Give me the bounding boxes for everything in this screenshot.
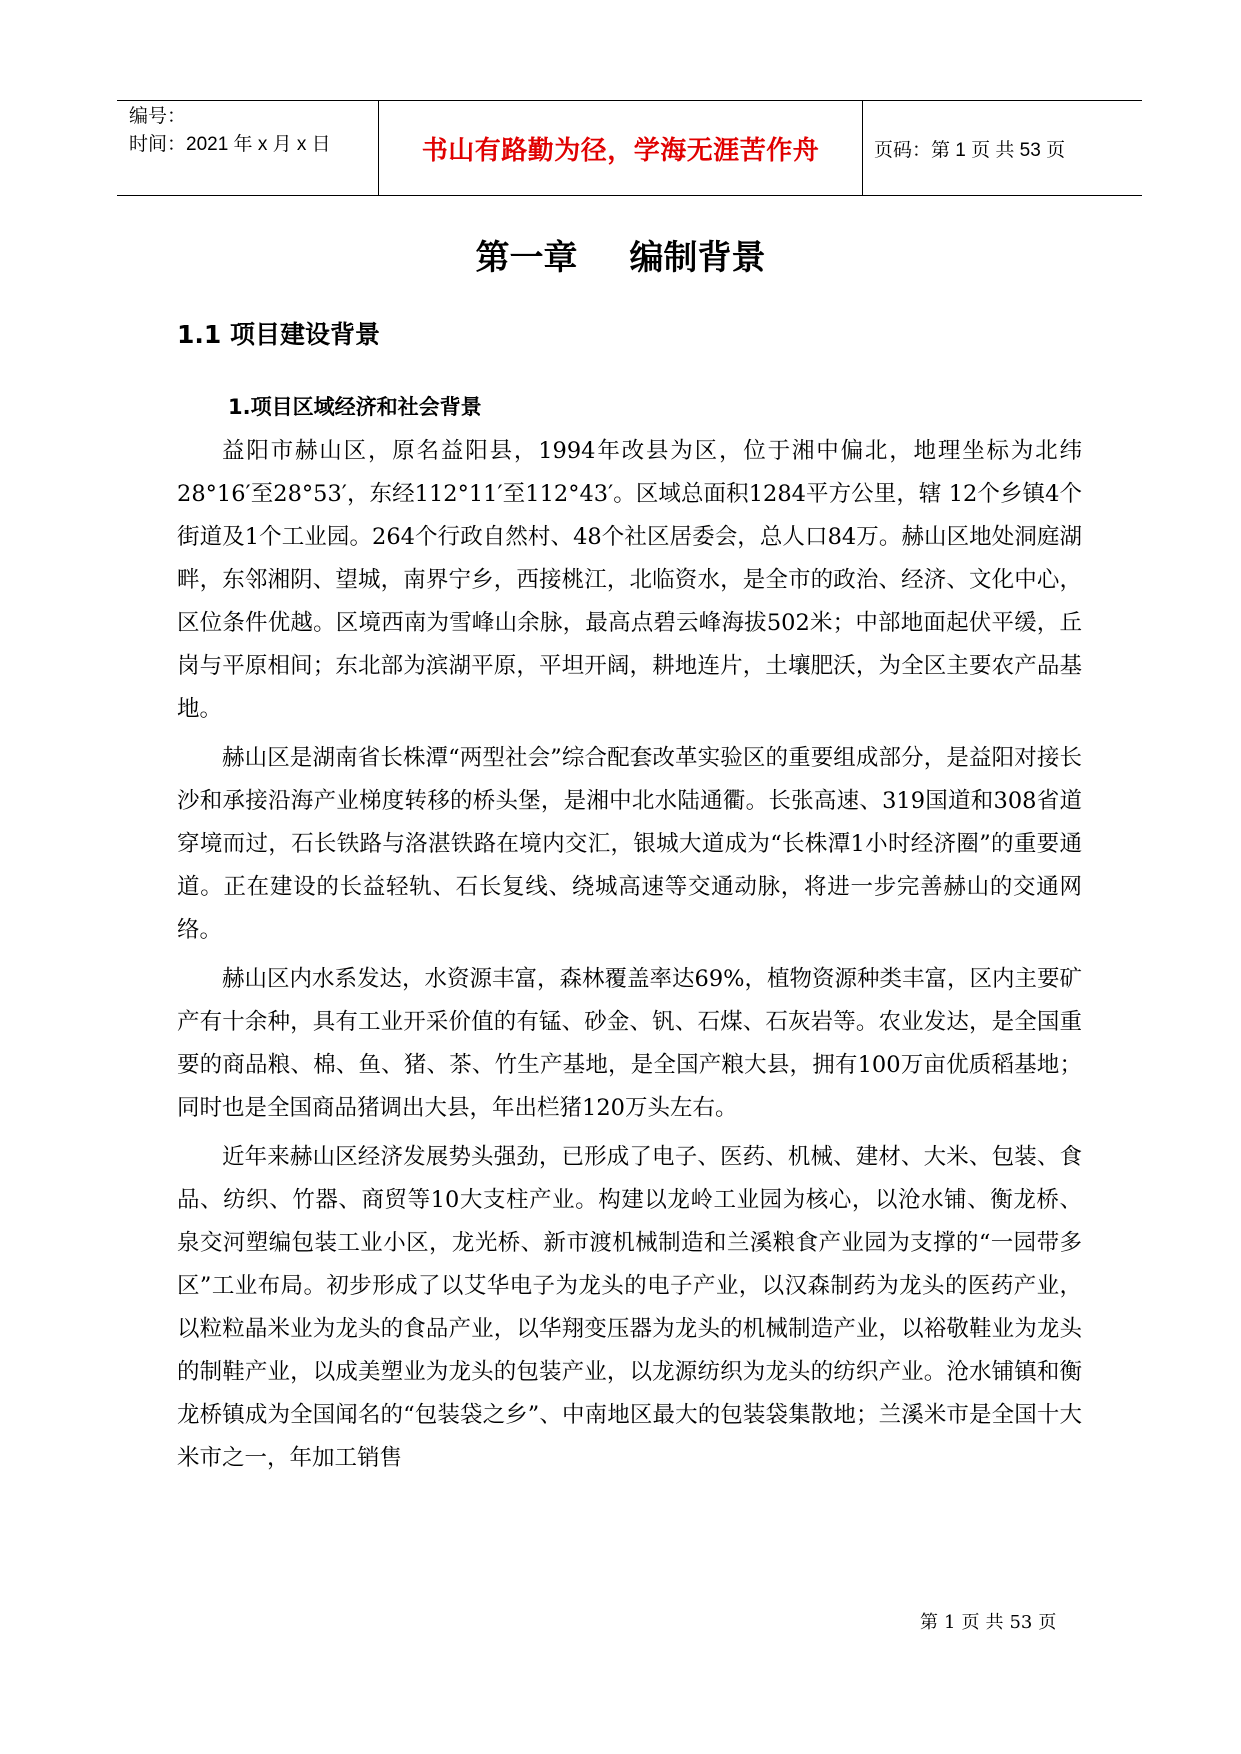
footer-word: 第 bbox=[920, 1612, 938, 1633]
header-motto: 书山有路勤为径，学海无涯苦作舟 bbox=[421, 135, 820, 165]
footer-page-number: 1 bbox=[944, 1612, 956, 1633]
chapter-title bbox=[0, 230, 1241, 279]
page-footer bbox=[920, 1608, 1062, 1634]
footer-word: 页 bbox=[961, 1612, 980, 1633]
body-text bbox=[177, 430, 1082, 1486]
footer-total-pages: 53 bbox=[1009, 1612, 1033, 1633]
subsection-title: 1.项目区域经济和社会背景 bbox=[228, 395, 482, 419]
header-meta-cell bbox=[117, 101, 377, 195]
footer-word: 页 bbox=[1038, 1612, 1057, 1633]
header-page-info: 页码：第 1 页 共 53 页 bbox=[874, 139, 1066, 161]
chapter-number: 第一章 bbox=[475, 238, 578, 278]
chapter-name: 编制背景 bbox=[629, 238, 766, 278]
section-title: 1.1 项目建设背景 bbox=[177, 320, 380, 349]
header-motto-cell bbox=[378, 101, 863, 195]
header-table bbox=[117, 100, 1142, 196]
header-page-cell bbox=[862, 101, 1154, 195]
document-number-label: 编号： bbox=[129, 106, 187, 127]
paragraph: 赫山区内水系发达，水资源丰富，森林覆盖率达69%，植物资源种类丰富，区内主要矿产有十余种，具有工业开采价值的有锰、砂金、钒、石煤、石灰岩等。农业发达，是全国重要的商品粮、棉、鱼、猪、茶、竹生产基地，是全国产粮大县，拥有100万亩优质稻基地；同时也是全国商品猪调出大县，年出栏猪120万头左右。 bbox=[177, 966, 1083, 1121]
paragraph: 近年来赫山区经济发展势头强劲，已形成了电子、医药、机械、建材、大米、包装、食品、纺织、竹器、商贸等10大支柱产业。构建以龙岭工业园为核心，以沧水铺、衡龙桥、泉交河塑编包装工业小区，龙光桥、新市渡机械制造和兰溪粮食产业园为支撑的“一园带多区”工业布局。初步形成了以艾华电子为龙头的电子产业，以汉森制药为龙头的医药产业，以粒粒晶米业为龙头的食品产业，以华翔变压器为龙头的机械制造产业，以裕敬鞋业为龙头的制鞋产业，以成美塑业为龙头的包装产业，以龙源纺织为龙头的纺织产业。沧水铺镇和衡龙桥镇成为全国闻名的“包装袋之乡”、中南地区最大的包装袋集散地；兰溪米市是全国十大米市之一，年加工销售 bbox=[177, 1144, 1082, 1471]
document-time-label: 时间：2021 年 x 月 x 日 bbox=[129, 134, 331, 155]
paragraph: 益阳市赫山区，原名益阳县，1994年改县为区，位于湘中偏北，地理坐标为北纬28°16′至28°53′，东经112°11′至112°43′。区域总面积1284平方公里，辖 12个乡镇4个街道及1个工业园。264个行政自然村、48个社区居委会，总人口84万。赫山区地处洞庭湖畔，东邻湘阴、望城，南界宁乡，西接桃江，北临资水，是全市的政治、经济、文化中心，区位条件优越。区境西南为雪峰山余脉，最高点碧云峰海拔502米；中部地面起伏平缓，丘岗与平原相间；东北部为滨湖平原，平坦开阔，耕地连片，土壤肥沃，为全区主要农产品基地。 bbox=[177, 438, 1082, 722]
paragraph: 赫山区是湖南省长株潭“两型社会”综合配套改革实验区的重要组成部分，是益阳对接长沙和承接沿海产业梯度转移的桥头堡，是湘中北水陆通衢。长张高速、319国道和308省道穿境而过，石长铁路与洛湛铁路在境内交汇，银城大道成为“长株潭1小时经济圈”的重要通道。正在建设的长益轻轨、石长复线、绕城高速等交通动脉，将进一步完善赫山的交通网络。 bbox=[177, 745, 1082, 943]
footer-word: 共 bbox=[985, 1612, 1004, 1633]
